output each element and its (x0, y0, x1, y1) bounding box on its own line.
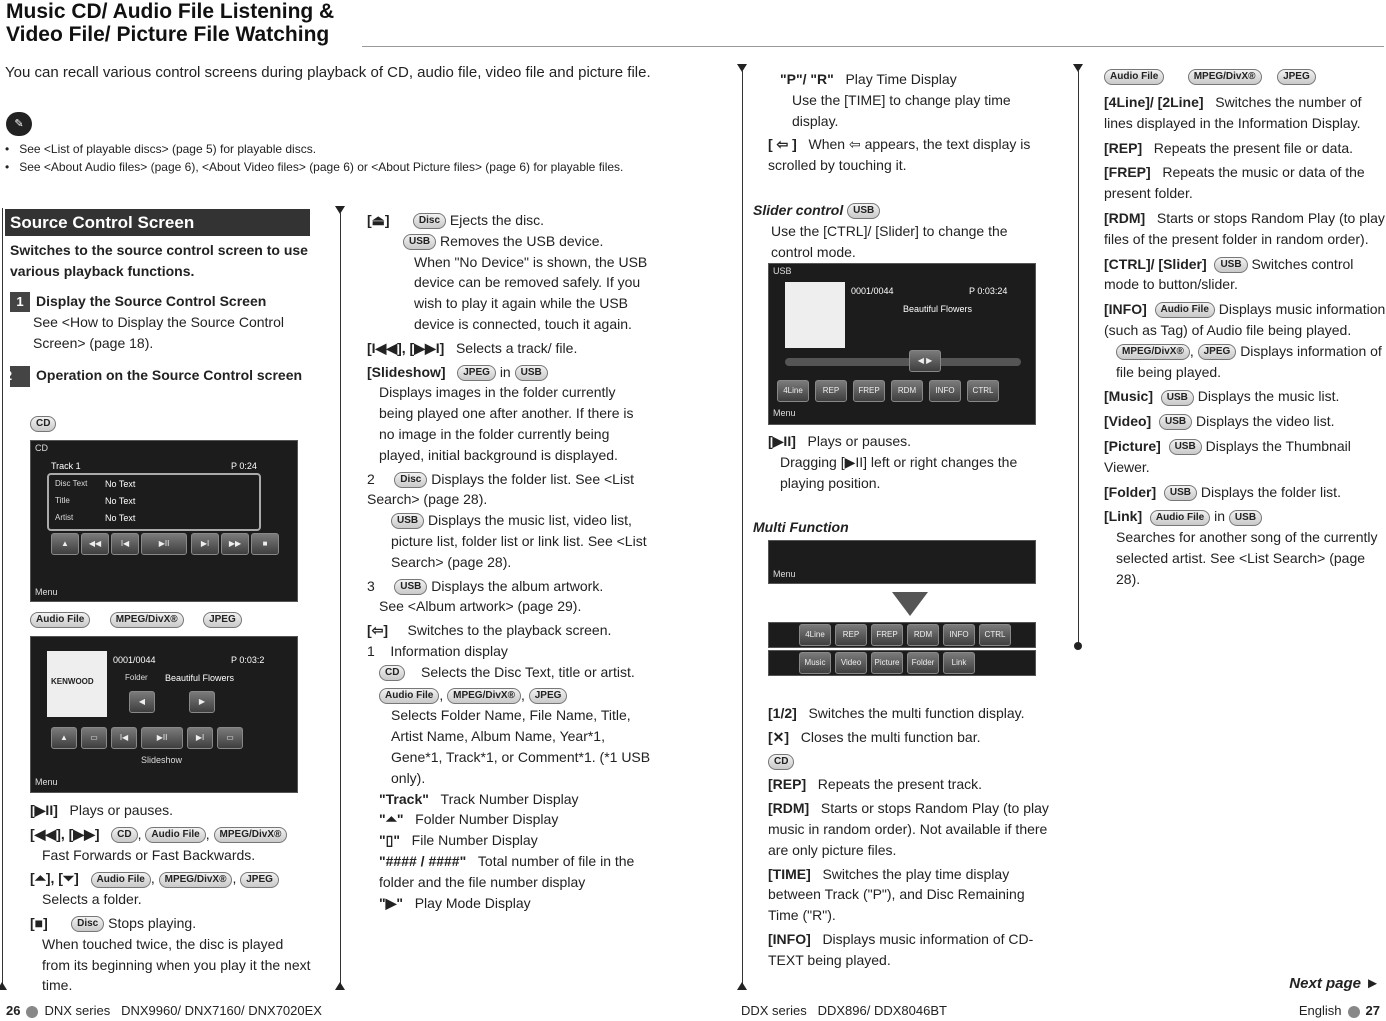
note-item: • See <About Audio files> (page 6), <About Video files> (page 6) or <About Picture files> (page 6) for playable files. (5, 160, 624, 174)
arrow-down-icon (0, 982, 7, 990)
notes-list (5, 140, 655, 176)
arrow-down-icon (737, 982, 747, 990)
slider-section: Slider control USB Use the [CTRL]/ [Slider] to change the control mode. (753, 202, 1008, 260)
column-3-top: "P"/ "R" Play Time Display Use the [TIME] to change play time display. [ ⇦ ] When ⇦ appears, the text display is scrolled by touching it. (768, 71, 1031, 174)
next-page-link[interactable]: Next page ► (1289, 975, 1380, 992)
end-dot (1074, 642, 1082, 650)
step-1: 1 Display the Source Control Screen (10, 291, 310, 313)
column-1-list: [▶II] Plays or pauses. [◀◀], [▶▶] CD , Audio File , MPEG/DivX® Fast Forwards or Fast Backwards. [⏶], [⏷] Audio File , MPEG/DivX® , JPEG Selects a folder. [■] Disc Stops playing. When touched twice, the disc is played from its beginning when you play it the next time. (30, 802, 311, 994)
intro-text: You can recall various control screens during playback of CD, audio file, video file and picture file. (5, 64, 651, 81)
note-item: • See <List of playable discs> (page 5) for playable discs. (5, 142, 317, 156)
column-line (2, 208, 3, 984)
multi-heading: Multi Function (753, 519, 849, 535)
page-title: Music CD/ Audio File Listening & Video File/ Picture File Watching (6, 0, 335, 46)
column-line (742, 70, 743, 984)
multi-list: [1/2] Switches the multi function display. [✕] Closes the multi function bar. CD [REP] Repeats the present track. [RDM] Starts or stops Random Play (to play music in random order). Not available if there are only picture files. [TIME] Switches the play time display between Track ("P"), and Disc Remaining Time ("R"). [INFO] Displays music information of CD-TEXT being played. (768, 705, 1049, 968)
slider-play: [▶II] Plays or pauses. Dragging [▶II] left or right changes the playing position. (768, 433, 1018, 491)
multi-bar-bottom: Music Video Picture Folder Link (768, 650, 1036, 676)
file-type-labels: Audio File MPEG/DivX® JPEG (1104, 68, 1316, 85)
multi-bar-top: 4Line REP FREP RDM INFO CTRL (768, 622, 1036, 648)
column-1: Switches to the source control screen to use various playback functions. 1 Display the Source Control Screen See <How to Display the Source Control Screen> (page 18). 2 Operation on the Source Control screen (10, 240, 310, 387)
note-icon: ✎ (6, 112, 32, 136)
arrow-down-icon (892, 592, 928, 616)
cd-source-screen: CD Track 1 P 0:24 Disc Text No Text Title No Text Artist No Text ▲ ◀◀ I◀ ▶II ▶I ▶▶ ■ Menu (30, 440, 298, 602)
column-line (340, 212, 341, 984)
file-type-labels: Audio File MPEG/DivX® JPEG (30, 611, 242, 628)
column-4: [4Line]/ [2Line] Switches the number of lines displayed in the Information Display. [REP] Repeats the present file or data. [FREP] Repeats the music or data of the present folder. [RDM] Starts or stops Random Play (to play files of the present folder in random order). [CTRL]/ [Slider] USB Switches control mode to button/slider. [INFO] Audio File Displays music information (such as Tag) of Audio file being played. MPEG/DivX® , JPEG Displays information of file being played. [Music] USB Displays the music list. [Video] USB Displays the video list. [Picture] USB Displays the Thumbnail Viewer. [Folder] USB Displays the folder list. [Link] Audio File in USB Searches for another song of the currently selected artist. See <List Search> (page 28). (1104, 94, 1386, 587)
column-2: [⏏] Disc Ejects the disc. USB Removes the USB device. When "No Device" is shown, the USB device can be removed safely. If you wish to play it again while the USB device is connected, touch it again. [I◀◀], [▶▶I] Selects a track/ file. [Slideshow] JPEG in USB Displays images in the folder currently being played one after another. If there is no image in the folder currently being played, initial background is displayed. 2 Disc Displays the folder list. See <List Search> (page 28). USB Displays the music list, video list, picture list, folder list or link list. See <List Search> (page 28). 3 USB Displays the album artwork. See <Album artwork> (page 29). [⇦] Switches to the playback screen. 1 Information display CD Selects the Disc Text, title or artist. Audio File , MPEG/DivX® , JPEG Selects Folder Name, File Name, Title, Artist Name, Album Name, Year*1, Gene*1, Track*1, or Comment*1. (*1 USB only). "Track" Track Number Display "⏶" Folder Number Display "▯" File Number Display "#### / ####" Total number of file in the folder and the file number display "▶" Play Mode Display (367, 212, 651, 911)
section-heading: Source Control Screen (5, 209, 310, 236)
footer-right: English 27 (1298, 1003, 1380, 1018)
footer-center: DDX series DDX896/ DDX8046BT (741, 1003, 947, 1018)
multi-bar-closed: Menu (768, 540, 1036, 584)
step-2: 2 Operation on the Source Control screen (10, 365, 310, 387)
arrow-down-icon (335, 982, 345, 990)
cd-label: CD (30, 415, 56, 432)
column-line (1078, 70, 1079, 644)
file-source-screen: KENWOOD 0001/0044 P 0:03:2 Folder Beautiful Flowers ◀ ▶ ▲ ▭ I◀ ▶II ▶I ▭ Slideshow Menu (30, 636, 298, 793)
footer-left: 26 DNX series DNX9960/ DNX7160/ DNX7020EX (6, 1003, 322, 1018)
usb-slider-screen: USB 0001/0044 P 0:03:24 Beautiful Flowers ◀ ▶ 4Line REP FREP RDM INFO CTRL Menu (768, 263, 1036, 425)
title-rule (362, 46, 1384, 47)
